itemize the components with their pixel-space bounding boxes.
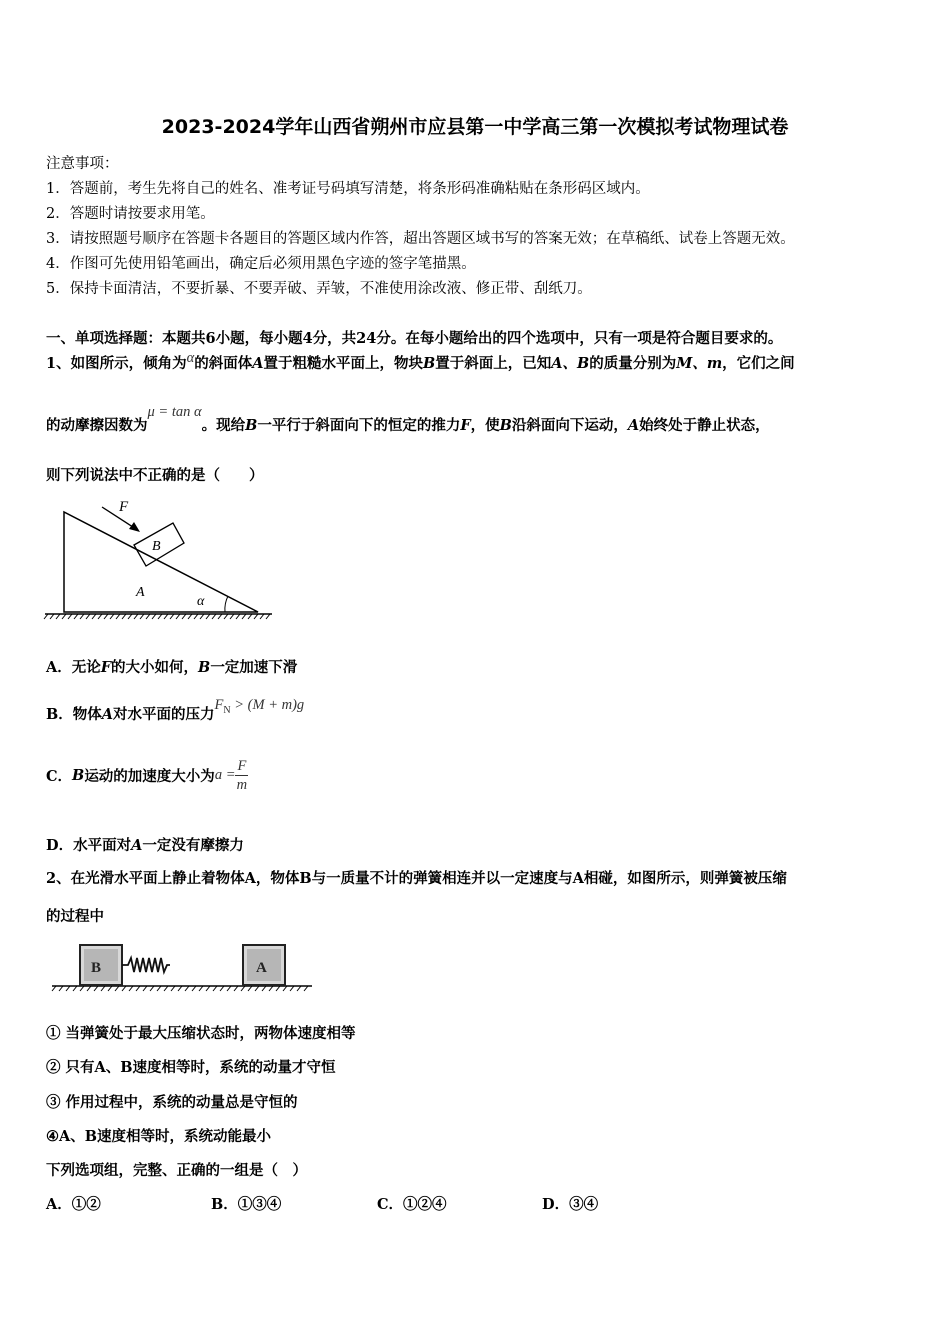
label-f: F [119, 499, 129, 515]
block-a-label: A [256, 960, 267, 976]
q2-prompt: 下列选项组，完整、正确的一组是（ ） [46, 1162, 307, 1179]
label-a: A [136, 585, 145, 600]
alpha-arc [225, 596, 228, 612]
notice-item-1: 1．答题前，考生先将自己的姓名、准考证号码填写清楚，将条形码准确粘贴在条形码区域内。 [46, 181, 650, 197]
q1-line-3: 则下列说法中不正确的是（ ） [46, 467, 264, 484]
q1-line-2: 的动摩擦因数为μ = tan α。现给B一平行于斜面向下的恒定的推力F，使B沿斜面向下运动，A始终处于静止状态， [46, 404, 770, 434]
notice-item-3: 3．请按照题号顺序在答题卡各题目的答题区域内作答，超出答题区域书写的答案无效；在草稿纸、试卷上答题无效。 [46, 231, 795, 247]
notice-item-4: 4．作图可先使用铅笔画出，确定后必须用黑色字迹的签字笔描黑。 [46, 256, 476, 272]
acceleration-fraction: $\frac{F}{m}$ [236, 758, 248, 793]
page-title: 2023-2024学年山西省朔州市应县第一中学高三第一次模拟考试物理试卷 [161, 116, 789, 138]
alpha-symbol: α [186, 350, 195, 366]
pressure-formula: $F_N > (M + m)g$ [214, 697, 305, 716]
q1-option-d: D．水平面对A一定没有摩擦力 [46, 837, 244, 854]
q1-option-c: C．B运动的加速度大小为a = $\frac{F}{m}$ [46, 758, 248, 793]
spring-figure [46, 938, 316, 998]
q2-line-2: 的过程中 [46, 908, 104, 925]
q2-statement-3: ③ 作用过程中，系统的动量总是守恒的 [46, 1094, 298, 1111]
notice-item-2: 2．答题时请按要求用笔。 [46, 206, 215, 222]
incline-figure [40, 490, 280, 625]
q2-line-1: 2、在光滑水平面上静止着物体A，物体B与一质量不计的弹簧相连并以一定速度与A相碰，如图所示，则弹簧被压缩 [46, 870, 787, 887]
q2-statement-1: ① 当弹簧处于最大压缩状态时，两物体速度相等 [46, 1025, 356, 1042]
q1-option-a: A．无论F的大小如何，B一定加速下滑 [46, 659, 298, 676]
q1-line-1: 1、如图所示，倾角为α的斜面体A置于粗糙水平面上，物块B置于斜面上，已知A、B的质量分别为M、m，它们之间 [46, 350, 795, 372]
notice-item-5: 5．保持卡面清洁，不要折暴、不要弄破、弄皱，不准使用涂改液、修正带、刮纸刀。 [46, 281, 592, 297]
notice-heading: 注意事项： [46, 156, 119, 172]
block-b-label: B [91, 960, 102, 976]
force-arrow-head [129, 522, 140, 532]
q2-statement-2: ② 只有A、B速度相等时，系统的动量才守恒 [46, 1059, 336, 1076]
spring-coil [122, 958, 170, 972]
q2-choice-d[interactable]: D．③④ [542, 1196, 599, 1213]
q2-statement-4: ④A、B速度相等时，系统动能最小 [46, 1128, 272, 1145]
label-b: B [152, 539, 161, 554]
label-alpha: α [197, 594, 205, 609]
q1-option-b: B．物体A对水平面的压力$F_N > (M + m)g$ [46, 697, 305, 723]
q2-choice-c[interactable]: C．①②④ [377, 1196, 447, 1213]
ground-hatching [44, 614, 272, 619]
q2-choice-a[interactable]: A．①② [46, 1196, 101, 1213]
incline-wedge-a [64, 512, 258, 612]
friction-formula: μ = tan α [147, 404, 202, 420]
q2-choice-b[interactable]: B．①③④ [211, 1196, 282, 1213]
section-heading: 一、单项选择题：本题共6小题，每小题4分，共24分。在每小题给出的四个选项中，只有一项是符合题目要求的。 [46, 330, 783, 347]
